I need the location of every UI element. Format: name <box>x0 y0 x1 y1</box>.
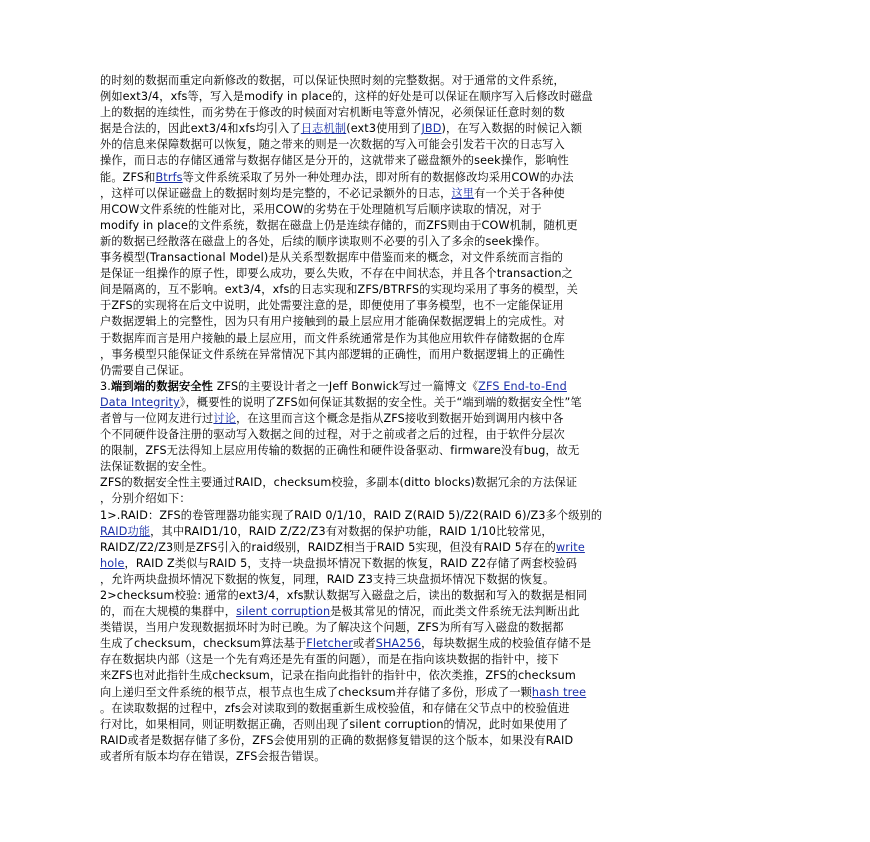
text-line <box>100 411 775 427</box>
text-line <box>100 652 775 668</box>
hyperlink[interactable]: 讨论 <box>213 411 237 425</box>
text-line <box>100 137 775 153</box>
hyperlink[interactable]: hash tree <box>531 685 587 699</box>
hyperlink[interactable]: 日志机制 <box>300 122 347 136</box>
text-segment: ZFS的数据安全性主要通过RAID，checksum校验，多副本(ditto blocks)数据冗余的方法保证 <box>100 476 578 490</box>
text-line <box>100 395 775 411</box>
text-segment: 个不同硬件设备注册的驱动写入数据之间的过程，对于之前或者之后的过程，由于软件分层次 <box>100 428 565 442</box>
text-segment: 户数据逻辑上的完整性，因为只有用户接触到的最上层应用才能确保数据逻辑上的完成性。对 <box>100 315 565 329</box>
text-segment: 等文件系统采取了另外一种处理办法，即对所有的数据修改均采用COW的办法 <box>182 170 574 184</box>
text-line <box>100 121 775 137</box>
text-segment: 外的信息来保障数据可以恢复，随之带来的则是一次数据的写入可能会引发若干次的日志写入 <box>100 138 565 152</box>
text-line <box>100 363 775 379</box>
text-line <box>100 749 775 765</box>
text-line <box>100 491 775 507</box>
text-line <box>100 668 775 684</box>
text-line <box>100 636 775 652</box>
text-segment: 存在数据块内部（这是一个先有鸡还是先有蛋的问题），而是在指向该块数据的指针中，接下 <box>100 653 560 667</box>
text-line <box>100 347 775 363</box>
text-segment: 。在读取数据的过程中，zfs会对读取到的数据重新生成校验值，和存储在父节点中的校验值进 <box>100 701 570 715</box>
text-line <box>100 314 775 330</box>
text-segment: 上的数据的连续性，而劣势在于修改的时候面对宕机断电等意外情况，必须保证任意时刻的数 <box>100 106 565 120</box>
text-line <box>100 186 775 202</box>
text-segment: 生成了checksum，checksum算法基于 <box>100 637 307 651</box>
hyperlink[interactable]: hole <box>100 556 125 570</box>
text-line <box>100 170 775 186</box>
hyperlink[interactable]: 这里 <box>451 186 475 200</box>
text-line <box>100 717 775 733</box>
text-segment: ，RAID Z类似与RAID 5，支持一块盘损坏情况下数据的恢复，RAID Z2存储了两套校验码 <box>124 556 578 570</box>
text-segment: 类错误，当用户发现数据损坏时为时已晚。为了解决这个问题，ZFS为所有写入磁盘的数据都 <box>100 621 564 635</box>
text-segment: 事务模型(Transactional Model)是从关系型数据库中借鉴而来的概念，对文件系统而言指的 <box>100 251 564 265</box>
text-segment: 法保证数据的安全性。 <box>100 460 214 474</box>
text-line <box>100 701 775 717</box>
document-page <box>100 73 775 765</box>
text-line <box>100 459 775 475</box>
text-line <box>100 379 775 395</box>
text-segment: RAIDZ/Z2/Z3则是ZFS引入的raid级别，RAIDZ相当于RAID 5实现，但没有RAID 5存在的 <box>100 540 556 554</box>
text-segment: 操作，而日志的存储区通常与数据存储区是分开的，这就带来了磁盘额外的seek操作，影响性 <box>100 154 569 168</box>
text-line <box>100 282 775 298</box>
text-segment: 是极其常见的情况，而此类文件系统无法判断出此 <box>330 605 580 619</box>
text-line <box>100 298 775 314</box>
text-line <box>100 685 775 701</box>
text-segment: ，分别介绍如下： <box>100 492 191 506</box>
text-segment: 》，概要性的说明了ZFS如何保证其数据的安全性。关于“端到端的数据安全性”笔 <box>179 395 582 409</box>
text-line <box>100 202 775 218</box>
text-segment: 的限制，ZFS无法得知上层应用传输的数据的正确性和硬件设备驱动、firmware没有bug，故无 <box>100 444 580 458</box>
text-segment: ZFS的主要设计者之一Jeff Bonwick写过一篇博文《 <box>213 379 479 393</box>
text-line <box>100 218 775 234</box>
text-line <box>100 331 775 347</box>
text-segment: modify in place的文件系统，数据在磁盘上仍是连续存储的，而ZFS则由于COW机制，随机更 <box>100 218 578 232</box>
text-segment: 2>checksum校验: 通常的ext3/4，xfs默认数据写入磁盘之后，读出的数据和写入的数据是相同 <box>100 589 588 602</box>
text-segment: 向上递归至文件系统的根节点，根节点也生成了checksum并存储了多份，形成了一颗 <box>100 685 532 699</box>
text-segment: 的时刻的数据而重定向新修改的数据，可以保证快照时刻的完整数据。对于通常的文件系统， <box>100 74 565 87</box>
text-segment: ，事务模型只能保证文件系统在异常情况下其内部逻辑的正确性，而用户数据逻辑上的正确性 <box>100 347 565 361</box>
text-segment: ，其中RAID1/10，RAID Z/Z2/Z3有对数据的保护功能，RAID 1/10比较常见， <box>150 524 553 538</box>
text-line <box>100 105 775 121</box>
text-segment: 或者 <box>353 637 376 651</box>
text-segment: 于ZFS的实现将在后文中说明，此处需要注意的是，即便使用了事务模型，也不一定能保证用 <box>100 299 564 313</box>
text-line <box>100 733 775 749</box>
text-segment: 或者所有版本均存在错误，ZFS会报告错误。 <box>100 749 326 763</box>
text-line <box>100 508 775 524</box>
text-segment: 3. <box>100 379 111 393</box>
text-line <box>100 234 775 250</box>
text-line <box>100 427 775 443</box>
text-line <box>100 443 775 459</box>
text-line <box>100 620 775 636</box>
text-line <box>100 604 775 620</box>
text-segment: ，允许两块盘损坏情况下数据的恢复，同理，RAID Z3支持三块盘损坏情况下数据的恢复。 <box>100 572 555 586</box>
text-segment: 1>.RAID：ZFS的卷管理器功能实现了RAID 0/1/10，RAID Z(RAID 5)/Z2(RAID 6)/Z3多个级别的 <box>100 508 603 522</box>
text-segment: RAID或者是数据存储了多份，ZFS会使用别的正确的数据修复错误的这个版本，如果没有RAID <box>100 733 574 747</box>
text-line <box>100 572 775 588</box>
hyperlink[interactable]: JBD <box>421 122 442 136</box>
bold-heading-text: 端到端的数据安全性 <box>110 379 214 393</box>
text-segment: 是保证一组操作的原子性，即要么成功，要么失败，不存在中间状态，并且各个transaction之 <box>100 267 573 281</box>
text-segment: ，每块数据生成的校验值存储不是 <box>421 637 592 651</box>
text-segment: 间是隔离的，互不影响。ext3/4，xfs的日志实现和ZFS/BTRFS的实现均采用了事务的模型，关 <box>100 283 578 297</box>
hyperlink[interactable]: ZFS End-to-End <box>478 379 567 393</box>
text-line <box>100 588 775 604</box>
text-segment: 者曾与一位网友进行过 <box>100 411 214 425</box>
text-line <box>100 73 775 89</box>
hyperlink[interactable]: SHA256 <box>375 637 422 651</box>
text-line <box>100 153 775 169</box>
text-segment: 用COW文件系统的性能对比，采用COW的劣势在于处理随机写后顺序读取的情况，对于 <box>100 202 542 216</box>
hyperlink[interactable]: silent corruption <box>236 605 331 619</box>
text-line <box>100 250 775 266</box>
text-line <box>100 89 775 105</box>
text-line <box>100 524 775 540</box>
text-segment: 仍需要自己保证。 <box>100 363 191 377</box>
text-segment: ，这样可以保证磁盘上的数据时刻均是完整的，不必记录额外的日志， <box>100 186 452 200</box>
hyperlink[interactable]: RAID功能 <box>100 524 151 538</box>
text-segment: 有一个关于各种使 <box>474 186 565 200</box>
text-line <box>100 266 775 282</box>
text-segment: 于数据库而言是用户接触的最上层应用，而文件系统通常是作为其他应用软件存储数据的仓库 <box>100 331 565 345</box>
text-line <box>100 540 775 556</box>
text-segment: 行对比，如果相同，则证明数据正确，否则出现了silent corruption的情况，此时如果使用了 <box>100 717 569 731</box>
text-segment: 的，而在大规模的集群中， <box>100 605 237 619</box>
text-line <box>100 475 775 491</box>
text-segment: 例如ext3/4，xfs等，写入是modify in place的，这样的好处是可以保证在顺序写入后修改时磁盘 <box>100 90 593 104</box>
text-segment: ，在这里而言这个概念是指从ZFS接收到数据开始到调用内核中各 <box>236 411 564 425</box>
hyperlink[interactable]: Btrfs <box>155 170 183 184</box>
text-segment: 据是合法的，因此ext3/4和xfs均引入了 <box>100 122 301 136</box>
hyperlink[interactable]: Data Integrity <box>100 395 180 409</box>
text-segment: )，在写入数据的时候记入额 <box>441 122 583 136</box>
text-segment: 来ZFS也对此指针生成checksum，记录在指向此指针的指针中，依次类推，ZFS的checksum <box>100 669 576 683</box>
text-segment: 能。ZFS和 <box>100 170 156 184</box>
text-line <box>100 556 775 572</box>
text-segment: 新的数据已经散落在磁盘上的各处，后续的顺序读取则不必要的引入了多余的seek操作。 <box>100 234 547 248</box>
hyperlink[interactable]: write <box>556 540 585 554</box>
hyperlink[interactable]: Fletcher <box>306 637 353 651</box>
text-segment: (ext3使用到了 <box>346 122 422 136</box>
